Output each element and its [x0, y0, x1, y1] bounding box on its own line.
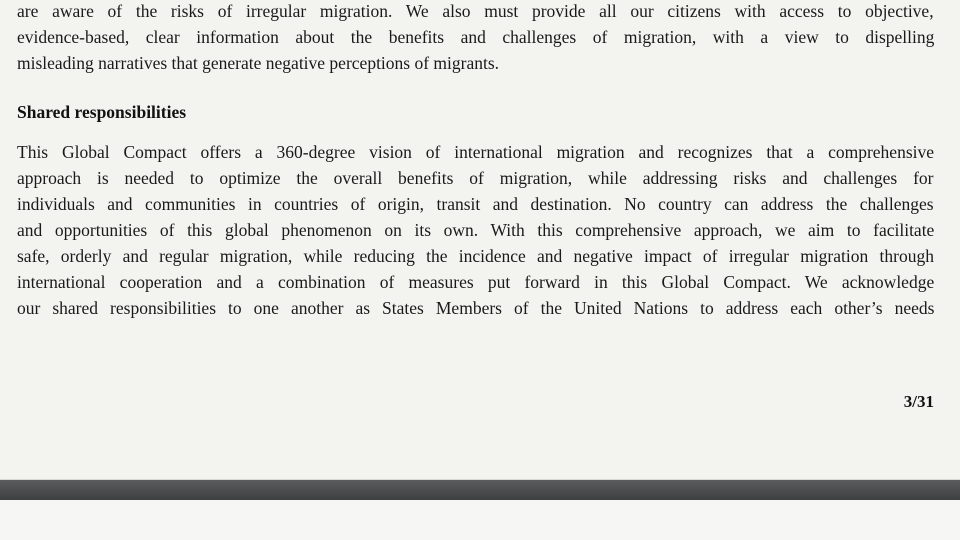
paragraph-line: safe, orderly and regular migration, while reducing the incidence and negative impact of irregular migration through	[17, 246, 934, 266]
section-paragraph	[17, 139, 934, 321]
paragraph-line: international cooperation and a combination of measures put forward in this Global Compact. We acknowledge	[17, 272, 935, 292]
paragraph-line: our shared responsibilities to one another as States Members of the United Nations to address each other’s needs	[17, 298, 935, 318]
paragraph-line: This Global Compact offers a 360-degree vision of international migration and recognizes that a comprehensive	[17, 142, 935, 162]
next-page-area[interactable]	[0, 500, 960, 540]
paragraph-line: are aware of the risks of irregular migration. We also must provide all our citizens with access to objective,	[17, 1, 934, 21]
paragraph-line: misleading narratives that generate negative perceptions of migrants.	[17, 53, 500, 73]
paragraph-line: and opportunities of this global phenomenon on its own. With this comprehensive approach, we aim to facilitate	[17, 220, 935, 240]
page-number: 3/31	[903, 392, 934, 411]
page-separator-bar	[0, 480, 960, 500]
intro-paragraph	[17, 0, 934, 76]
paragraph-line: approach is needed to optimize the overall benefits of migration, while addressing risks and challenges for	[17, 168, 934, 188]
section-heading: Shared responsibilities	[17, 102, 187, 122]
paragraph-line: evidence-based, clear information about the benefits and challenges of migration, with a view to dispelling	[17, 27, 935, 47]
paragraph-line: individuals and communities in countries of origin, transit and destination. No country can address the challenges	[17, 194, 934, 214]
